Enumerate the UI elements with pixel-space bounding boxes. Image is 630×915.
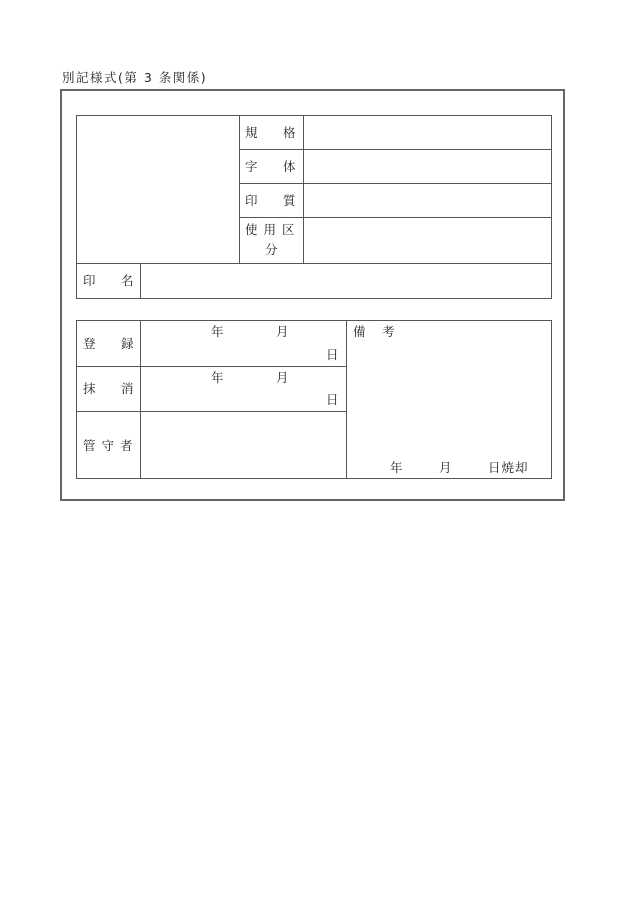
form-frame xyxy=(60,89,565,501)
label-masshou-1: 抹 xyxy=(83,381,96,396)
bikou-divider xyxy=(346,321,347,478)
row-divider-3 xyxy=(239,217,551,218)
label-column-divider xyxy=(303,116,304,263)
label-masshou-2: 消 xyxy=(121,381,134,396)
label-kikaku-1: 規 xyxy=(245,125,258,140)
label-kanshusha: 管 守 者 xyxy=(83,438,134,453)
lower-row-divider-1 xyxy=(77,366,346,367)
lower-row-divider-2 xyxy=(77,411,346,412)
label-inshitsu-1: 印 xyxy=(245,193,258,208)
lower-table xyxy=(76,320,552,479)
form-caption: 別記様式(第 3 条関係) xyxy=(62,70,208,85)
upper-table xyxy=(76,115,552,299)
label-bikou-1: 備 xyxy=(353,324,366,339)
masshou-day: 日 xyxy=(326,392,339,407)
label-bikou-2: 考 xyxy=(382,324,395,339)
masshou-month: 月 xyxy=(276,370,289,385)
label-inshitsu-2: 質 xyxy=(283,193,296,208)
seal-impression-area xyxy=(239,116,240,263)
label-inmei-1: 印 xyxy=(83,273,96,288)
lower-label-divider xyxy=(140,321,141,478)
row-divider-inmei xyxy=(77,263,551,264)
row-divider-2 xyxy=(239,183,551,184)
touroku-month: 月 xyxy=(276,324,289,339)
label-inmei-2: 名 xyxy=(121,273,134,288)
row-divider-1 xyxy=(239,149,551,150)
label-jitai-1: 字 xyxy=(245,159,258,174)
label-shiyou-kubun-1: 使 用 区 xyxy=(245,222,296,237)
label-touroku-1: 登 xyxy=(83,336,96,351)
burn-suffix: 日焼却 xyxy=(488,460,529,475)
label-touroku-2: 録 xyxy=(121,336,134,351)
burn-year: 年 xyxy=(390,460,403,475)
label-shiyou-kubun-2: 分 xyxy=(265,242,278,257)
touroku-year: 年 xyxy=(211,324,224,339)
inmei-divider xyxy=(140,263,141,298)
label-kikaku-2: 格 xyxy=(283,125,296,140)
masshou-year: 年 xyxy=(211,370,224,385)
touroku-day: 日 xyxy=(326,347,339,362)
label-jitai-2: 体 xyxy=(283,159,296,174)
burn-month: 月 xyxy=(439,460,452,475)
